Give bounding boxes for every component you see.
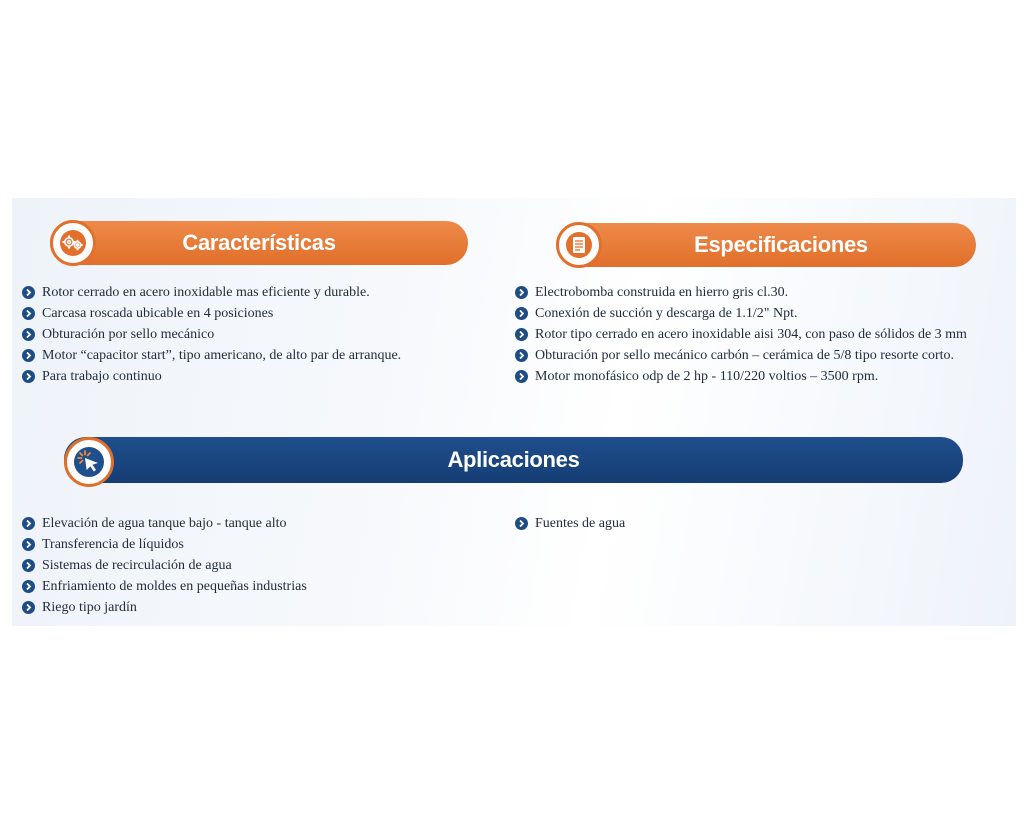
aplicaciones-banner bbox=[64, 437, 963, 483]
list-item: Rotor tipo cerrado en acero inoxidable aisi 304, con paso de sólidos de 3 mm bbox=[515, 324, 1010, 345]
chevron-right-icon bbox=[22, 328, 35, 341]
chevron-right-icon bbox=[22, 601, 35, 614]
list-item: Para trabajo continuo bbox=[22, 366, 492, 387]
caracteristicas-title: Características bbox=[182, 230, 336, 255]
chevron-right-icon bbox=[515, 328, 528, 341]
list-item: Obturación por sello mecánico carbón – cerámica de 5/8 tipo resorte corto. bbox=[515, 345, 1010, 366]
list-item: Conexión de succión y descarga de 1.1/2" Npt. bbox=[515, 303, 1010, 324]
chevron-right-icon bbox=[22, 286, 35, 299]
chevron-right-icon bbox=[515, 307, 528, 320]
chevron-right-icon bbox=[22, 349, 35, 362]
chevron-right-icon bbox=[515, 349, 528, 362]
gears-icon bbox=[50, 220, 96, 266]
list-item: Elevación de agua tanque bajo - tanque alto bbox=[22, 513, 492, 534]
chevron-right-icon bbox=[515, 286, 528, 299]
cursor-click-icon bbox=[64, 437, 114, 487]
especificaciones-title: Especificaciones bbox=[694, 232, 868, 257]
caracteristicas-banner bbox=[50, 221, 468, 265]
document-icon bbox=[556, 222, 602, 268]
list-item: Obturación por sello mecánico bbox=[22, 324, 492, 345]
chevron-right-icon bbox=[22, 307, 35, 320]
caracteristicas-list bbox=[22, 282, 492, 387]
chevron-right-icon bbox=[22, 370, 35, 383]
aplicaciones-list-left bbox=[22, 513, 492, 618]
list-item: Transferencia de líquidos bbox=[22, 534, 492, 555]
list-item: Motor monofásico odp de 2 hp - 110/220 voltios – 3500 rpm. bbox=[515, 366, 1010, 387]
list-item: Carcasa roscada ubicable en 4 posiciones bbox=[22, 303, 492, 324]
list-item: Enfriamiento de moldes en pequeñas industrias bbox=[22, 576, 492, 597]
chevron-right-icon bbox=[22, 559, 35, 572]
chevron-right-icon bbox=[22, 580, 35, 593]
chevron-right-icon bbox=[515, 370, 528, 383]
especificaciones-list bbox=[515, 282, 1010, 387]
aplicaciones-list-right bbox=[515, 513, 815, 534]
list-item: Rotor cerrado en acero inoxidable mas eficiente y durable. bbox=[22, 282, 492, 303]
list-item: Fuentes de agua bbox=[515, 513, 815, 534]
aplicaciones-title: Aplicaciones bbox=[447, 447, 580, 472]
chevron-right-icon bbox=[22, 517, 35, 530]
list-item: Electrobomba construida en hierro gris cl.30. bbox=[515, 282, 1010, 303]
list-item: Riego tipo jardín bbox=[22, 597, 492, 618]
list-item: Motor “capacitor start”, tipo americano, de alto par de arranque. bbox=[22, 345, 492, 366]
chevron-right-icon bbox=[22, 538, 35, 551]
list-item: Sistemas de recirculación de agua bbox=[22, 555, 492, 576]
chevron-right-icon bbox=[515, 517, 528, 530]
especificaciones-banner bbox=[558, 223, 976, 267]
